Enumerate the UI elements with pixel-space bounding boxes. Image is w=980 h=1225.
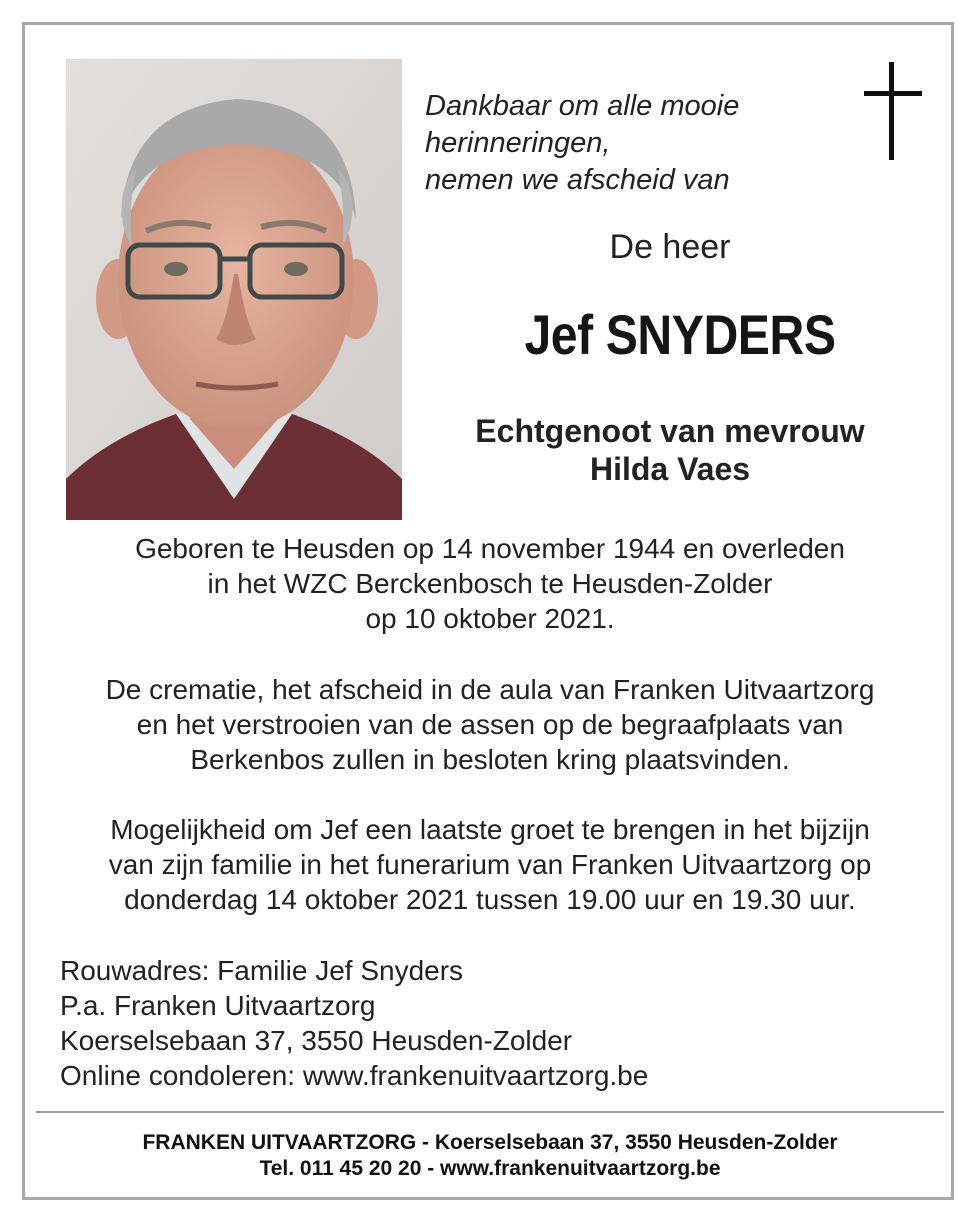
- intro-line: Dankbaar om alle mooie: [425, 90, 740, 122]
- paragraph-line: Berkenbos zullen in besloten kring plaatsvinden.: [190, 744, 790, 775]
- paragraph-line: en het verstrooien van de assen op de begraafplaats van: [136, 709, 844, 740]
- spouse-info: [430, 412, 910, 488]
- contact-info: [60, 953, 648, 1093]
- ceremony-paragraph: [40, 672, 940, 777]
- intro-line: nemen we afscheid van: [425, 164, 730, 196]
- deceased-name: Jef SNYDERS: [524, 303, 836, 366]
- paragraph-line: in het WZC Berckenbosch te Heusden-Zolder: [207, 568, 773, 599]
- salutation: De heer: [609, 228, 731, 266]
- contact-line: P.a. Franken Uitvaartzorg: [60, 990, 376, 1021]
- cross-icon: [864, 62, 922, 160]
- paragraph-line: Geboren te Heusden op 14 november 1944 en overleden: [135, 533, 845, 564]
- paragraph-line: Mogelijkheid om Jef een laatste groet te brengen in het bijzijn: [110, 814, 870, 845]
- contact-line: Koerselsebaan 37, 3550 Heusden-Zolder: [60, 1025, 573, 1056]
- footer-line: Tel. 011 45 20 20 - www.frankenuitvaartzorg.be: [259, 1157, 721, 1180]
- farewell-paragraph: [40, 812, 940, 917]
- footer: [40, 1130, 940, 1182]
- spouse-name: Hilda Vaes: [589, 451, 751, 487]
- footer-divider: [36, 1111, 944, 1113]
- spouse-line: Echtgenoot van mevrouw: [475, 413, 865, 449]
- footer-line: FRANKEN UITVAARTZORG - Koerselsebaan 37, 3550 Heusden-Zolder: [142, 1131, 838, 1154]
- paragraph-line: De crematie, het afscheid in de aula van Franken Uitvaartzorg: [105, 674, 875, 705]
- contact-website-link[interactable]: Online condoleren: www.frankenuitvaartzorg.be: [60, 1060, 649, 1091]
- paragraph-line: donderdag 14 oktober 2021 tussen 19.00 uur en 19.30 uur.: [124, 884, 856, 915]
- paragraph-line: van zijn familie in het funerarium van Franken Uitvaartzorg op: [108, 849, 872, 880]
- contact-line: Rouwadres: Familie Jef Snyders: [60, 955, 464, 986]
- intro-text: [425, 88, 845, 199]
- portrait-photo: [66, 59, 402, 520]
- paragraph-line: op 10 oktober 2021.: [365, 603, 615, 634]
- intro-line: herinneringen,: [425, 127, 611, 159]
- birth-death-paragraph: [40, 531, 940, 636]
